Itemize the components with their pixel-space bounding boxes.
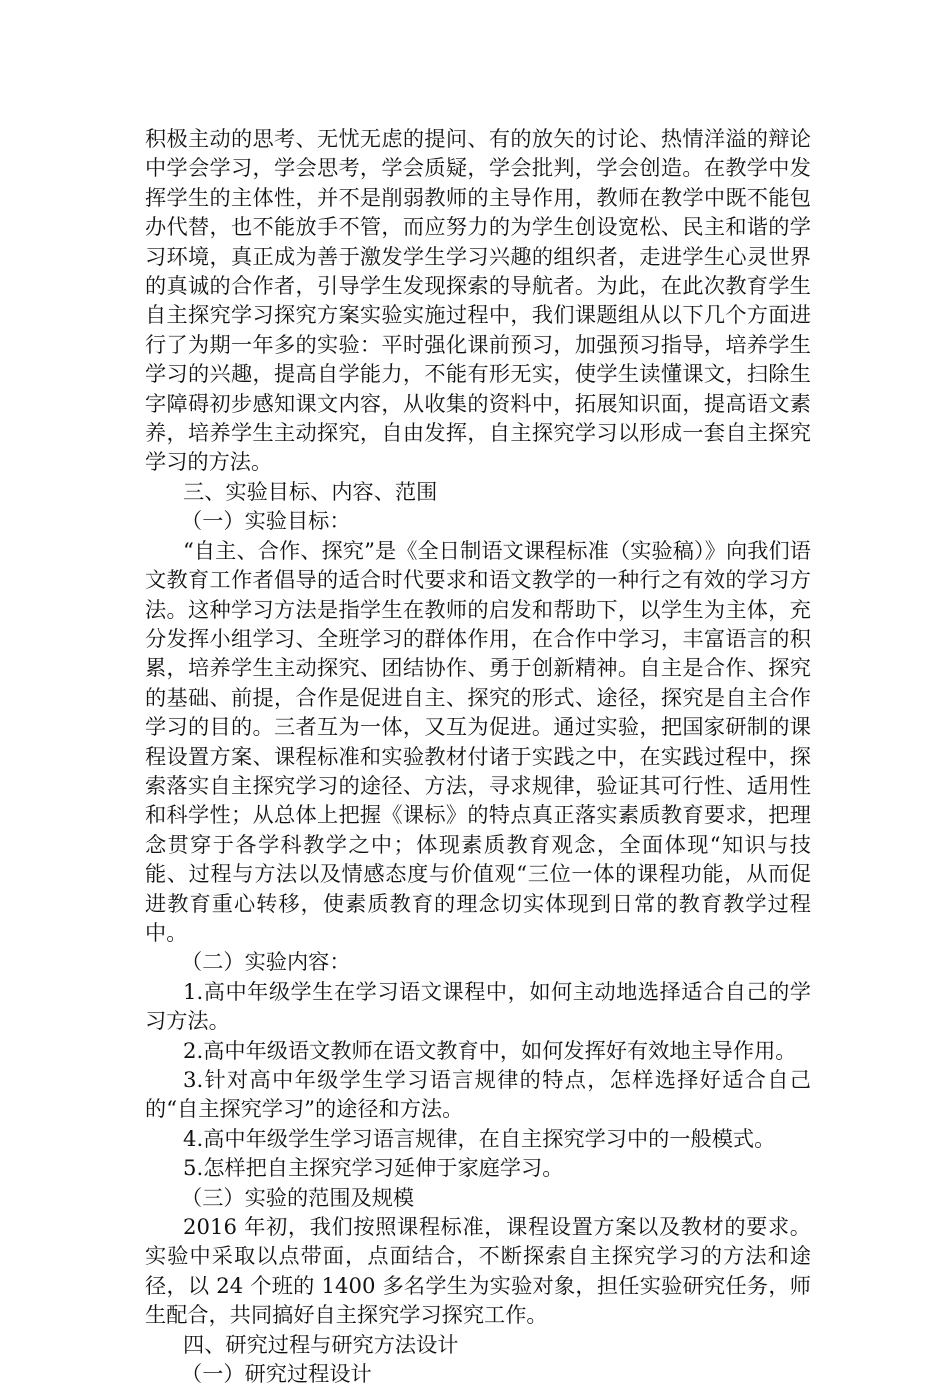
list-item-content-3: 3.针对高中年级学生学习语言规律的特点，怎样选择好适合自己的“自主探究学习”的途径和方法。 <box>145 1067 811 1122</box>
paragraph-experiment-scope: 2016 年初，我们按照课程标准，课程设置方案以及教材的要求。实验中采取以点带面，点面结合，不断探索自主探究学习的方法和途径，以 24 个班的 1400 多名学生为实验对象，担任实验研究任务，师生配合，共同搞好自主探究学习探究工作。 <box>145 1214 811 1328</box>
paragraph-experiment-goals: “自主、合作、探究”是《全日制语文课程标准（实验稿）》向我们语文教育工作者倡导的适合时代要求和语文教学的一种行之有效的学习方法。这种学习方法是指学生在教师的启发和帮助下，以学生为主体，充分发挥小组学习、全班学习的群体作用，在合作中学习，丰富语言的积累，培养学生主动探究、团结协作、勇于创新精神。自主是合作、探究的基础、前提，合作是促进自主、探究的形式、途径，探究是自主合作学习的目的。三者互为一体，又互为促进。通过实验，把国家研制的课程设置方案、课程标准和实验教材付诸于实践之中，在实践过程中，探索落实自主探究学习的途径、方法，寻求规律，验证其可行性、适用性和科学性；从总体上把握《课标》的特点真正落实素质教育要求，把理念贯穿于各学科教学之中；体现素质教育观念，全面体现“知识与技能、过程与方法以及情感态度与价值观“三位一体的课程功能，从而促进教育重心转移，使素质教育的理念切实体现到日常的教育教学过程中。 <box>145 537 811 945</box>
subheading-experiment-scope: （三）实验的范围及规模 <box>181 1184 415 1210</box>
list-item-content-1: 1.高中年级学生在学习语文课程中，如何主动地选择适合自己的学习方法。 <box>145 978 811 1034</box>
list-item-content-5: 5.怎样把自主探究学习延伸于家庭学习。 <box>183 1155 564 1181</box>
subheading-experiment-content: （二）实验内容： <box>181 949 351 975</box>
paragraph-intro-continued: 积极主动的思考、无忧无虑的提问、有的放矢的讨论、热情洋溢的辩论中学会学习，学会思考，学会质疑，学会批判，学会创造。在教学中发挥学生的主体性，并不是削弱教师的主导作用，教师在教学中既不能包办代替，也不能放手不管，而应努力的为学生创设宽松、民主和谐的学习环境，真正成为善于激发学生学习兴趣的组织者，走进学生心灵世界的真诚的合作者，引导学生发现探索的导航者。为此，在此次教育学生自主探究学习探究方案实验实施过程中，我们课题组从以下几个方面进行了为期一年多的实验：平时强化课前预习，加强预习指导，培养学生学习的兴趣，提高自学能力，不能有形无实，使学生读懂课文，扫除生字障碍初步感知课文内容，从收集的资料中，拓展知识面，提高语文素养，培养学生主动探究，自由发挥，自主探究学习以形成一套自主探究学习的方法。 <box>145 126 811 475</box>
subheading-experiment-goals: （一）实验目标： <box>181 508 351 534</box>
list-item-content-2: 2.高中年级语文教师在语文教育中，如何发挥好有效地主导作用。 <box>183 1037 797 1063</box>
subheading-research-process: （一）研究过程设计 <box>181 1361 372 1387</box>
document-body <box>145 124 811 1388</box>
list-item-content-4: 4.高中年级学生学习语言规律，在自主探究学习中的一般模式。 <box>183 1125 776 1151</box>
section-heading-4: 四、研究过程与研究方法设计 <box>183 1331 459 1357</box>
section-heading-3: 三、实验目标、内容、范围 <box>183 478 438 504</box>
